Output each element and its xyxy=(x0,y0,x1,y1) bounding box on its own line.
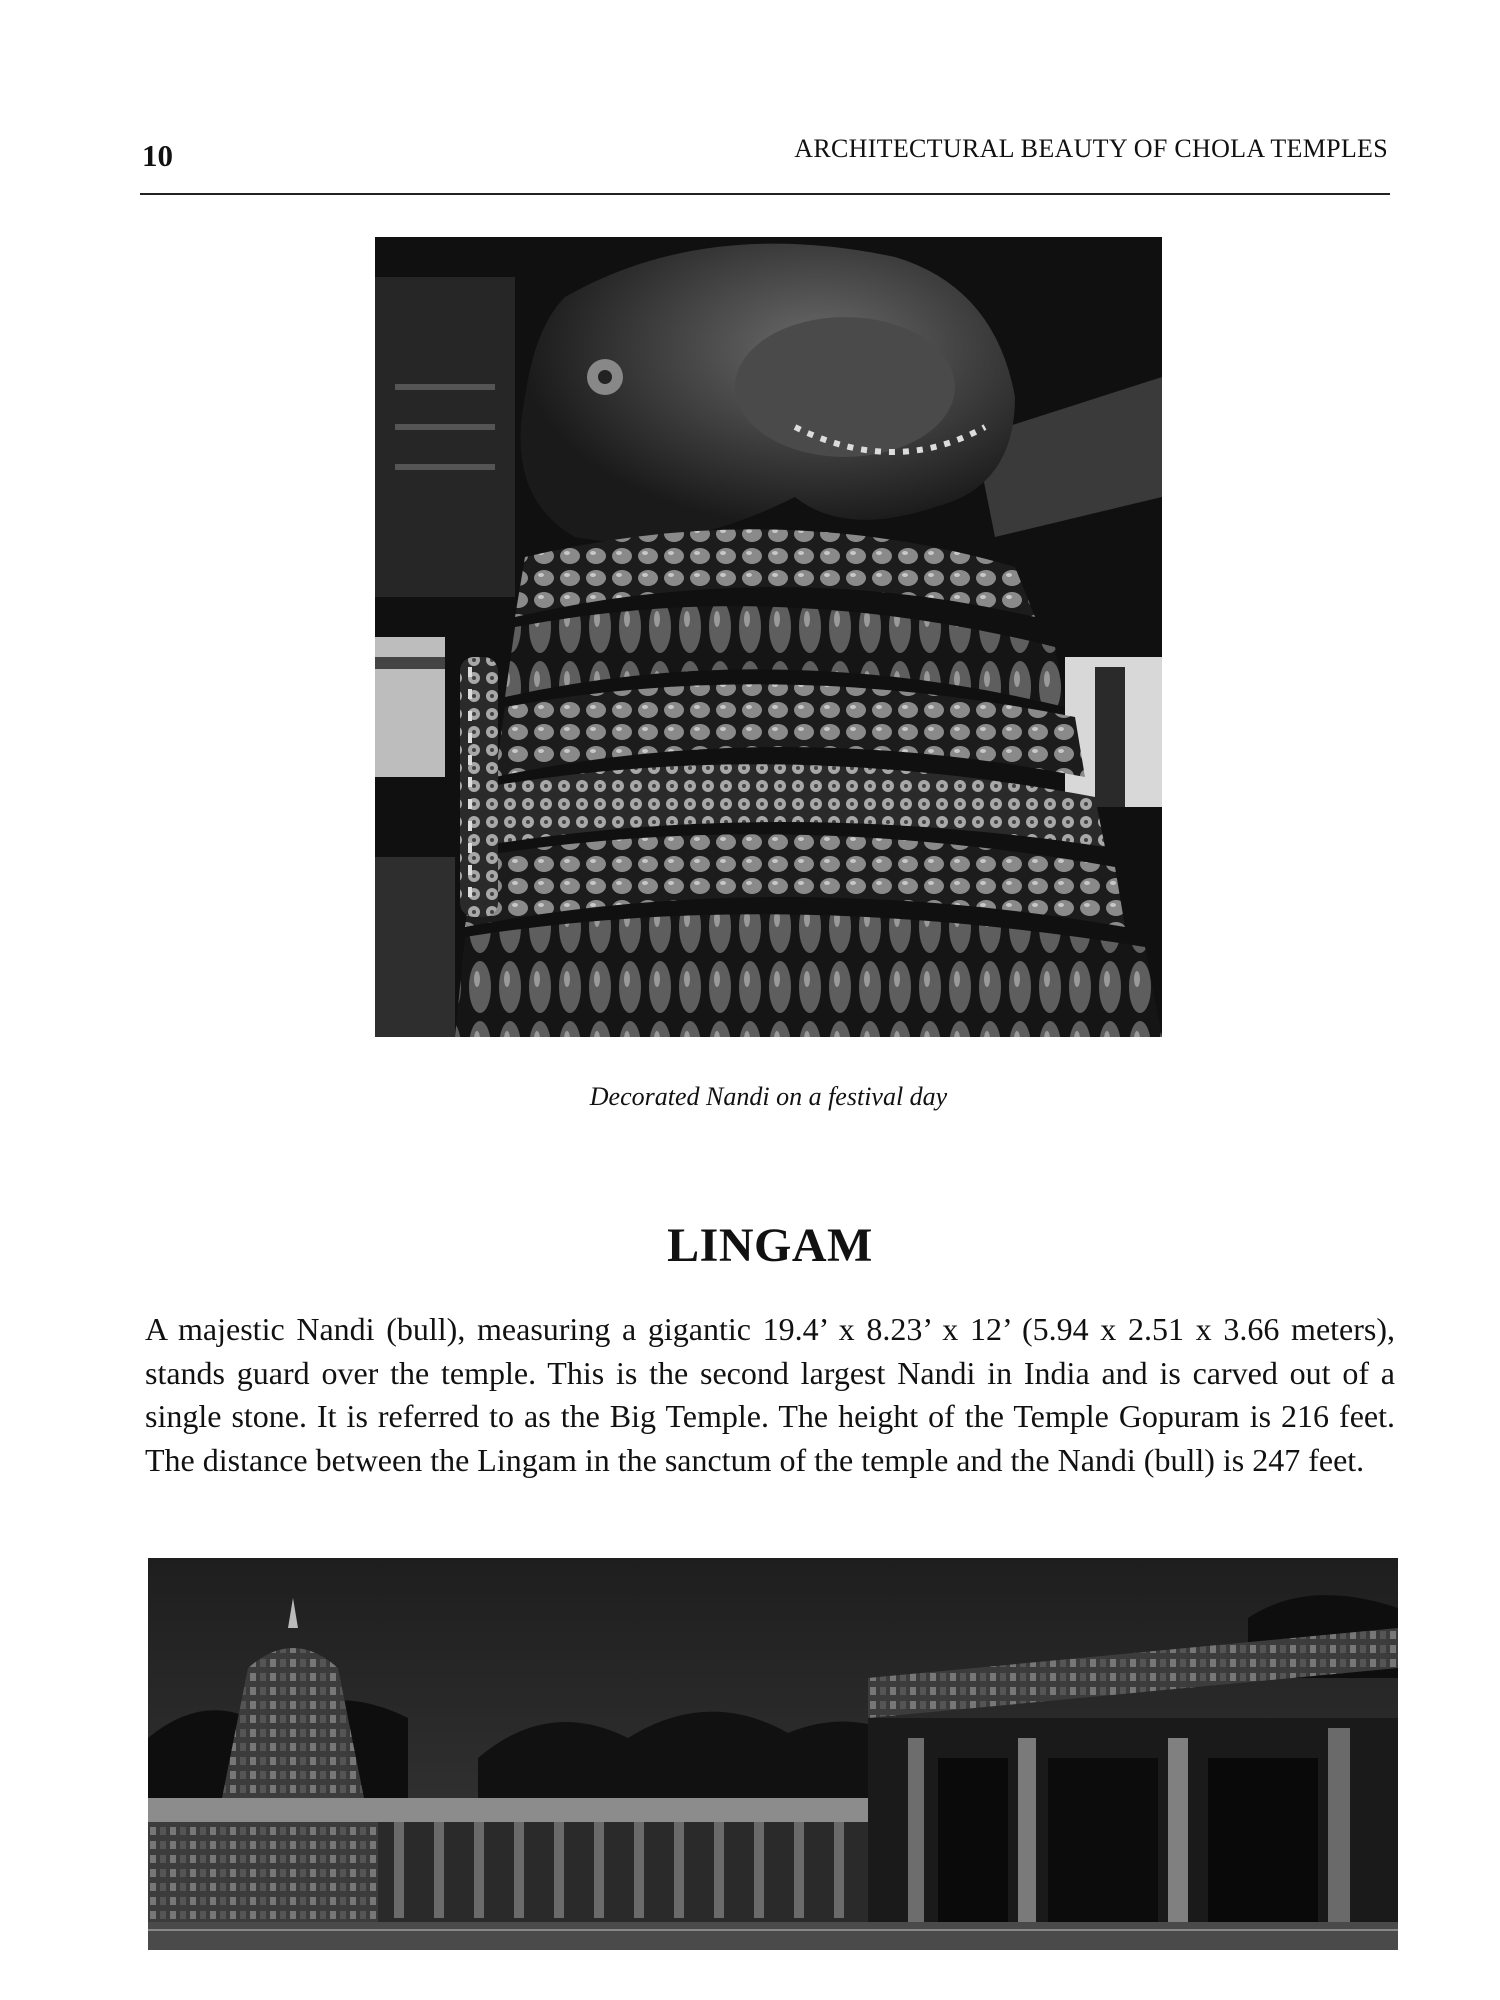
running-header-title: ARCHITECTURAL BEAUTY OF CHOLA TEMPLES xyxy=(794,134,1388,163)
figure-caption: Decorated Nandi on a festival day xyxy=(589,1082,948,1111)
page-number: 10 xyxy=(142,138,173,173)
nandi-photo-illustration xyxy=(375,237,1162,1037)
temple-photo xyxy=(148,1558,1398,1950)
temple-photo-illustration xyxy=(148,1558,1398,1950)
body-paragraph: A majestic Nandi (bull), measuring a gigantic 19.4’ x 8.23’ x 12’ (5.94 x 2.51 x 3.66 meters), stands guard over the temple. This is the second largest Nandi in India and is carved out of a single stone. It is referred to as the Big Temple. The height of the Temple Gopuram is 216 feet. The distance between the Lingam in the sanctum of the temple and the Nandi (bull) is 247 feet. xyxy=(145,1311,1395,1478)
nandi-photo xyxy=(375,237,1162,1037)
section-heading: LINGAM xyxy=(667,1219,873,1272)
header-rule xyxy=(140,193,1390,195)
